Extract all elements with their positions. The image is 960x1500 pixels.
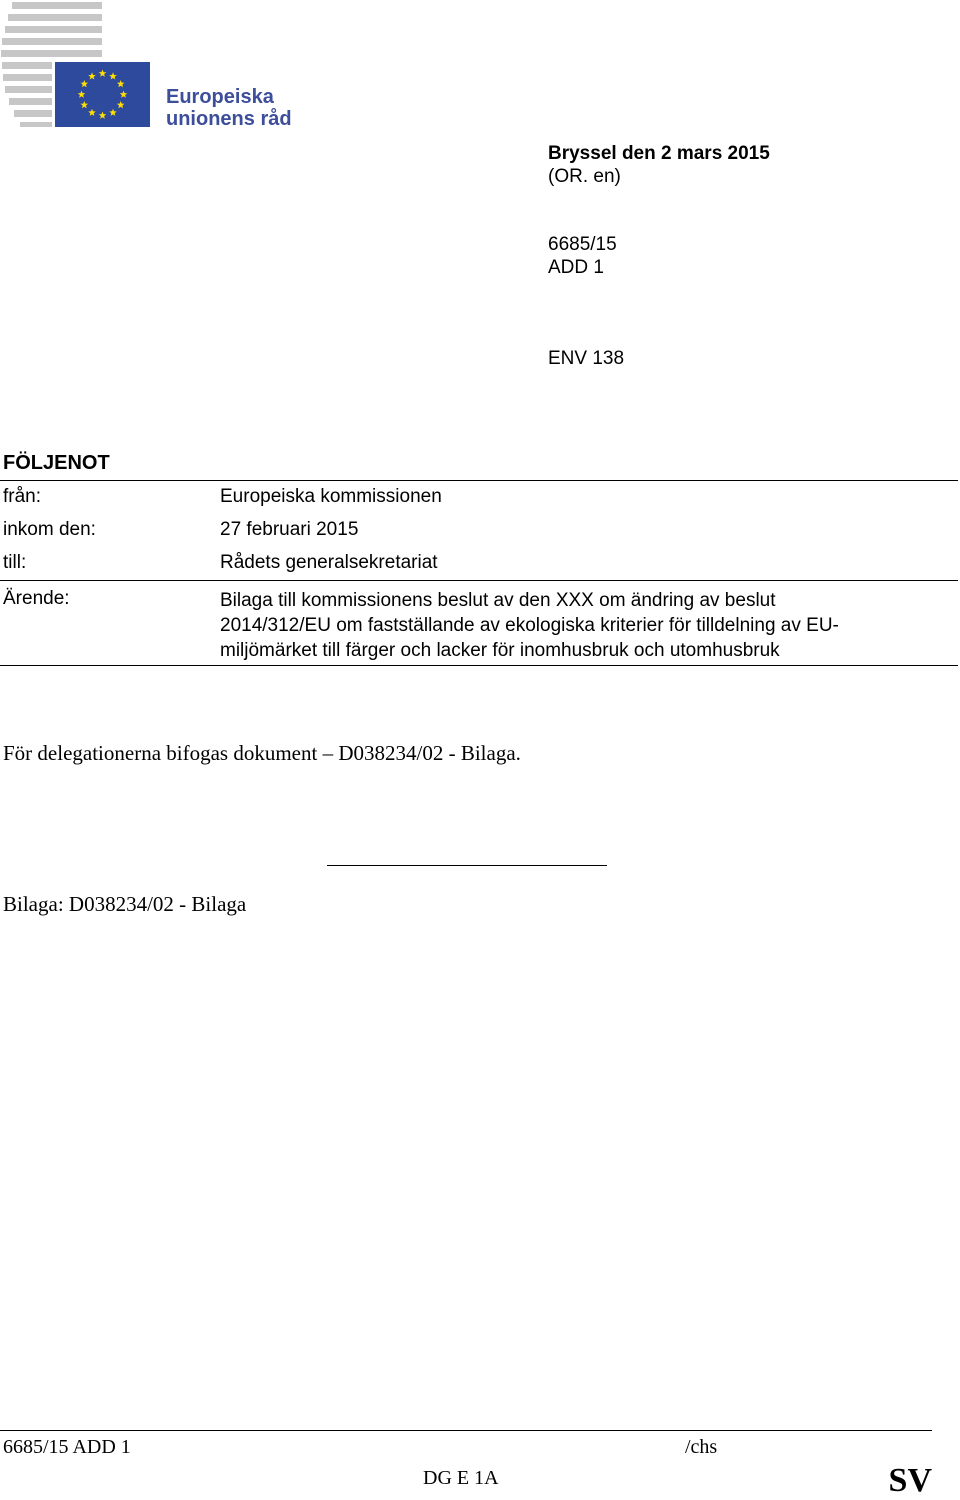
subject-text	[220, 588, 950, 663]
subject-line: miljömärket till färger och lacker för inomhusbruk och utomhusbruk	[220, 640, 780, 661]
divider	[0, 665, 958, 666]
from-value: Europeiska kommissionen	[220, 486, 442, 507]
original-language: (OR. en)	[548, 166, 621, 187]
received-label: inkom den:	[3, 519, 96, 540]
footer-initials: /chs	[685, 1436, 718, 1458]
to-label: till:	[3, 552, 27, 573]
received-value: 27 februari 2015	[220, 519, 359, 540]
subject-line: Bilaga till kommissionens beslut av den XXX om ändring av beslut	[220, 590, 776, 611]
addendum: ADD 1	[548, 257, 604, 278]
separator-rule	[327, 865, 607, 866]
divider	[0, 480, 958, 481]
body-text: För delegationerna bifogas dokument – D038234/02 - Bilaga.	[3, 741, 521, 765]
footer-rule	[0, 1430, 932, 1431]
annex-text: Bilaga: D038234/02 - Bilaga	[3, 892, 247, 916]
doc-number: 6685/15	[548, 234, 617, 255]
subject-label: Ärende:	[3, 588, 70, 609]
logo-line-2: unionens råd	[166, 108, 292, 130]
footer-reference: 6685/15 ADD 1	[3, 1436, 131, 1458]
subject-line: 2014/312/EU om fastställande av ekologiska kriterier för tilldelning av EU-	[220, 615, 839, 636]
doc-code: ENV 138	[548, 348, 625, 369]
to-value: Rådets generalsekretariat	[220, 552, 438, 573]
logo-line-1: Europeiska	[166, 86, 274, 108]
footer-directorate: DG E 1A	[423, 1467, 499, 1489]
transmittal-title: FÖLJENOT	[3, 452, 110, 474]
divider	[0, 580, 958, 581]
place-date: Bryssel den 2 mars 2015	[548, 143, 770, 164]
language-code: SV	[888, 1462, 932, 1499]
from-label: från:	[3, 486, 42, 507]
